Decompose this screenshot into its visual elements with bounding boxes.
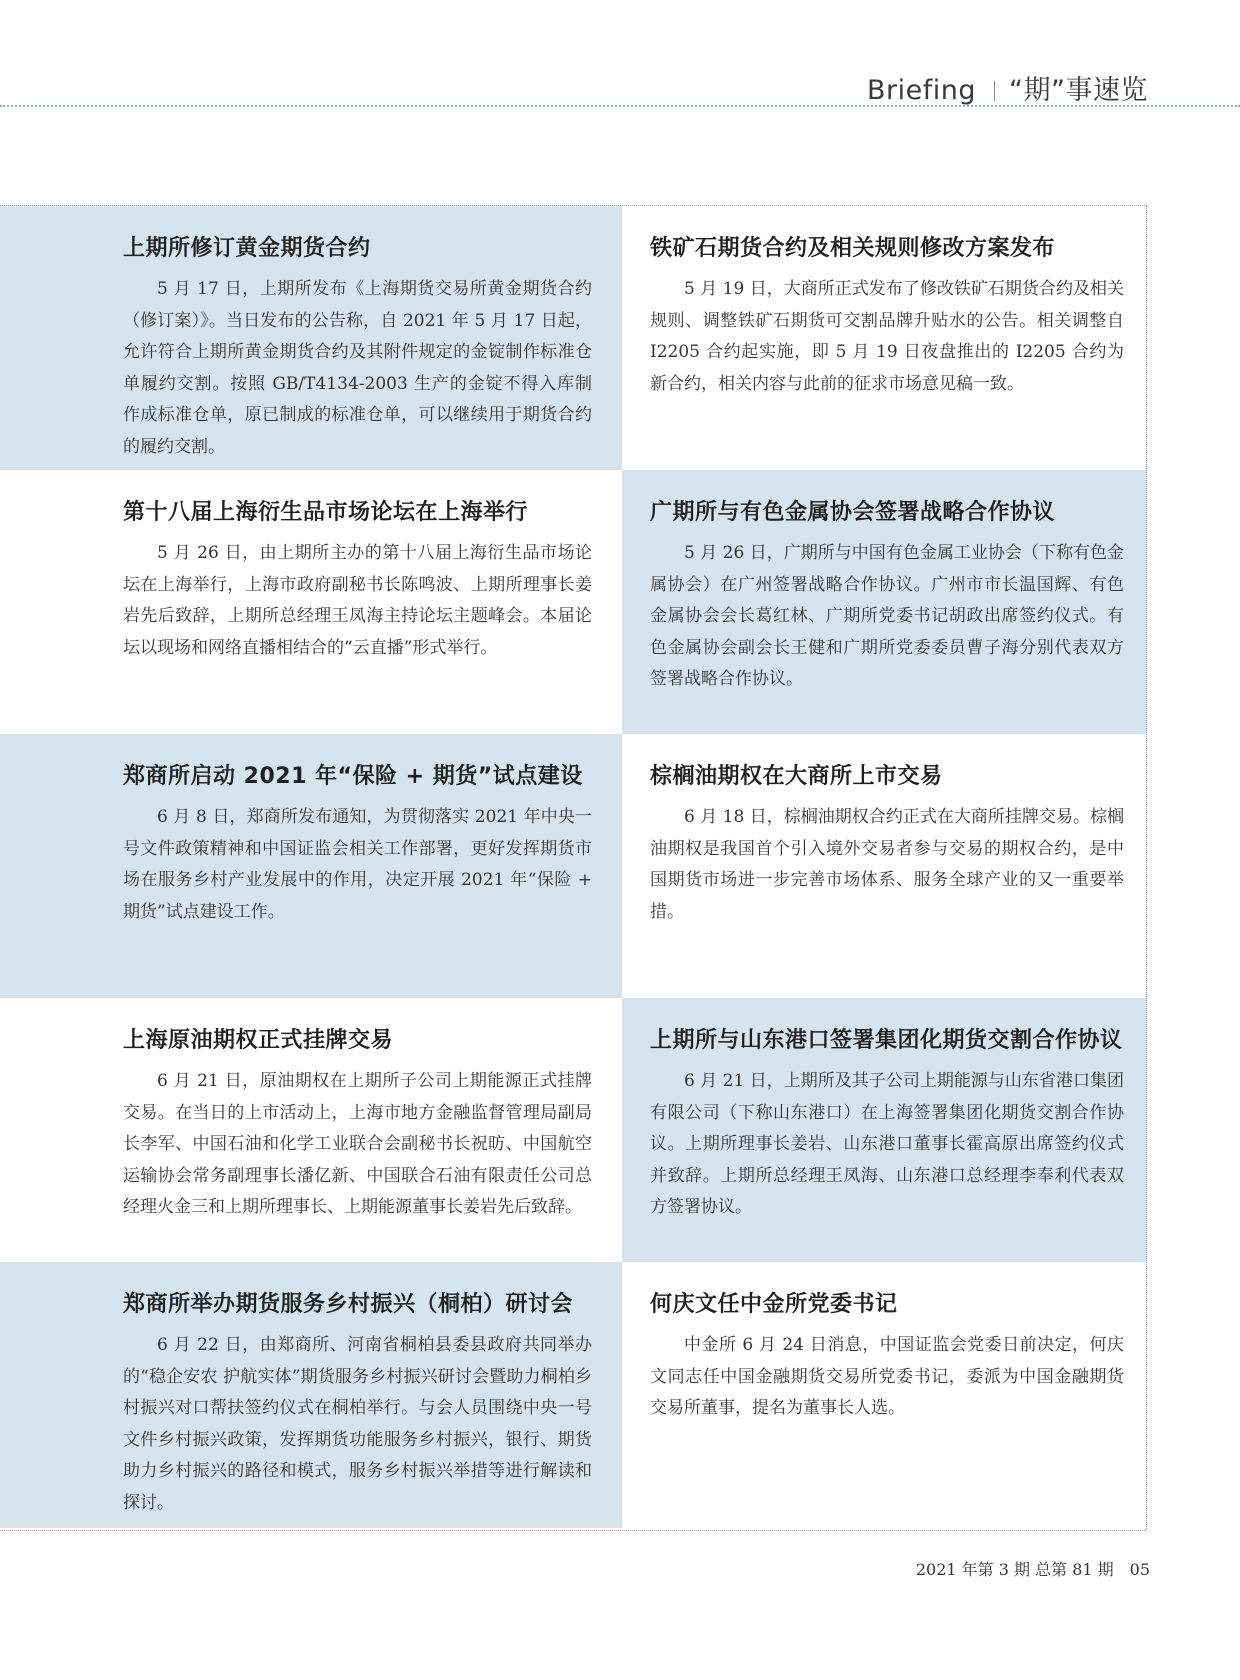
news-title: 铁矿石期货合约及相关规则修改方案发布 [650,236,1056,261]
news-title: 何庆文任中金所党委书记 [650,1292,898,1317]
news-body: 中金所 6 月 24 日消息，中国证监会党委日前决定，何庆文同志任中国金融期货交易所党委书记，委派为中国金融期货交易所董事，提名为董事长人选。 [650,1335,1124,1418]
header-divider [0,105,1240,107]
news-item-insurance-futures [0,734,622,998]
news-item-derivatives-forum [0,470,622,734]
news-body: 6 月 18 日，棕榈油期权合约正式在大商所挂牌交易。棕榈油期权是我国首个引入境外交易者参与交易的期权合约，是中国期货市场进一步完善市场体系、服务全球产业的又一重要举措。 [650,807,1124,922]
news-title: 上期所与山东港口签署集团化期货交割合作协议 [650,1028,1123,1053]
section-title-cn: “期”事速览 [1009,75,1148,106]
news-item-gfex-agreement [622,470,1146,734]
news-item-iron-ore [622,206,1146,470]
section-title-en: Briefing [867,75,977,106]
news-body: 6 月 21 日，上期所及其子公司上期能源与山东省港口集团有限公司（下称山东港口）在上海签署集团化期货交割合作协议。上期所理事长姜岩、山东港口董事长霍高原出席签约仪式并致辞。上期所总经理王凤海、山东港口总经理李奉利代表双方签署协议。 [650,1071,1124,1217]
news-body: 6 月 21 日，原油期权在上期所子公司上期能源正式挂牌交易。在当日的上市活动上，上海市地方金融监督管理局副局长李军、中国石油和化学工业联合会副秘书长祝昉、中国航空运输协会常务副理事长潘亿新、中国联合石油有限责任公司总经理火金三和上期所理事长、上期能源董事长姜岩先后致辞。 [123,1071,592,1217]
news-item-rural-revitalization [0,1262,622,1528]
news-body: 5 月 19 日，大商所正式发布了修改铁矿石期货合约及相关规则、调整铁矿石期货可交割品牌升贴水的公告。相关调整自 I2205 合约起实施，即 5 月 19 日夜盘推出的 I2205 合约为新合约，相关内容与此前的征求市场意见稿一致。 [650,279,1124,394]
news-item-shandong-port [622,998,1146,1262]
page-number: 05 [1129,1560,1150,1579]
issue-info: 2021 年第 3 期 总第 81 期 [915,1560,1114,1579]
news-body: 6 月 8 日，郑商所发布通知，为贯彻落实 2021 年中央一号文件政策精神和中国证监会相关工作部署，更好发挥期货市场在服务乡村产业发展中的作用，决定开展 2021 年“保险 + 期货”试点建设工作。 [123,807,592,922]
page-header [0,0,1240,108]
news-title: 上期所修订黄金期货合约 [123,236,371,261]
news-item-crude-oil-options [0,998,622,1262]
page-footer [916,1557,1150,1580]
news-body: 5 月 26 日，广期所与中国有色金属工业协会（下称有色金属协会）在广州签署战略合作协议。广州市市长温国辉、有色金属协会会长葛红林、广期所党委书记胡政出席签约仪式。有色金属协会副会长王健和广期所党委委员曹子海分别代表双方签署战略合作协议。 [650,543,1124,689]
news-title: 上海原油期权正式挂牌交易 [123,1028,394,1053]
news-title: 第十八届上海衍生品市场论坛在上海举行 [123,500,529,525]
title-separator [994,81,995,101]
news-title: 郑商所举办期货服务乡村振兴（桐柏）研讨会 [123,1292,574,1317]
news-title: 广期所与有色金属协会签署战略合作协议 [650,500,1056,525]
news-title: 郑商所启动 2021 年“保险 + 期货”试点建设 [123,764,583,789]
news-body: 6 月 22 日，由郑商所、河南省桐柏县委县政府共同举办的“稳企安农 护航实体”期货服务乡村振兴研讨会暨助力桐柏乡村振兴对口帮扶签约仪式在桐柏举行。与会人员围绕中央一号文件乡村振兴政策，发挥期货功能服务乡村振兴，银行、期货助力乡村振兴的路径和模式，服务乡村振兴举措等进行解读和探讨。 [123,1335,592,1513]
news-title: 棕榈油期权在大商所上市交易 [650,764,943,789]
news-item-shfe-gold [0,206,622,470]
news-body: 5 月 26 日，由上期所主办的第十八届上海衍生品市场论坛在上海举行，上海市政府副秘书长陈鸣波、上期所理事长姜岩先后致辞，上期所总经理王凤海主持论坛主题峰会。本届论坛以现场和网络直播相结合的“云直播”形式举行。 [123,543,592,658]
section-title [867,68,1148,107]
news-item-cffex-secretary [622,1262,1146,1528]
news-item-palm-oil-options [622,734,1146,998]
news-body: 5 月 17 日，上期所发布《上海期货交易所黄金期货合约（修订案）》。当日发布的公告称，自 2021 年 5 月 17 日起，允许符合上期所黄金期货合约及其附件规定的金锭制作标准仓单履约交割。按照 GB/T4134-2003 生产的金锭不得入库制作成标准仓单，原已制成的标准仓单，可以继续用于期货合约的履约交割。 [123,279,592,457]
